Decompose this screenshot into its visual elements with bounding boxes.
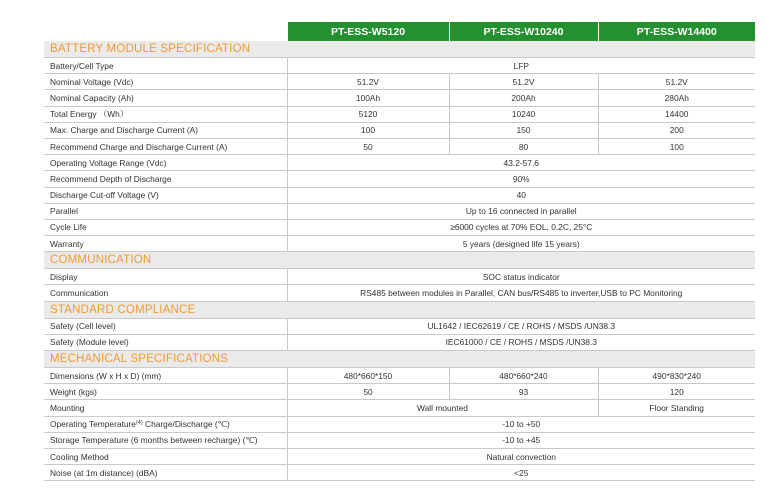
model-header-w10240: PT-ESS-W10240 — [449, 22, 598, 41]
spec-label: Storage Temperature (6 months between recharge) (℃) — [44, 432, 287, 448]
spec-label: Weight (kgs) — [44, 384, 287, 400]
spec-value: 480*660*240 — [449, 368, 598, 384]
spec-value: 100Ah — [287, 90, 449, 106]
spec-label: Communication — [44, 285, 287, 301]
spec-row-voltage — [44, 74, 755, 90]
header-blank-cell — [44, 22, 287, 41]
spec-label: Recommend Depth of Discharge — [44, 171, 287, 187]
spec-value: Up to 16 connected in parallel — [287, 203, 755, 219]
footnote-marker: (4) — [135, 420, 143, 427]
spec-label: Nominal Voltage (Vdc) — [44, 74, 287, 90]
section-battery-row — [44, 41, 755, 58]
spec-value: Floor Standing — [598, 400, 755, 416]
spec-row-op-voltage — [44, 155, 755, 171]
spec-label: Operating Voltage Range (Vdc) — [44, 155, 287, 171]
spec-value: 5120 — [287, 106, 449, 122]
spec-value: 490*830*240 — [598, 368, 755, 384]
spec-label: Discharge Cut-off Voltage (V) — [44, 187, 287, 203]
spec-label: Recommend Charge and Discharge Current (A) — [44, 138, 287, 154]
spec-value: 10240 — [449, 106, 598, 122]
spec-value: Natural convection — [287, 448, 755, 464]
model-header-row — [44, 22, 755, 41]
spec-row-energy — [44, 106, 755, 122]
spec-value: -10 to +50 — [287, 416, 755, 432]
spec-label: Safety (Module level) — [44, 334, 287, 350]
spec-row-weight — [44, 384, 755, 400]
spec-row-noise — [44, 465, 755, 481]
spec-label: Dimensions (W x H x D) (mm) — [44, 368, 287, 384]
spec-label-main: Operating Temperature — [50, 419, 136, 430]
spec-table — [44, 22, 755, 481]
spec-value: 80 — [449, 138, 598, 154]
spec-label: Max. Charge and Discharge Current (A) — [44, 122, 287, 138]
spec-row-mounting — [44, 400, 755, 416]
spec-value: 100 — [287, 122, 449, 138]
spec-value: 5 years (designed life 15 years) — [287, 236, 755, 252]
spec-value: 50 — [287, 138, 449, 154]
spec-label: Noise (at 1m distance) (dBA) — [44, 465, 287, 481]
spec-value: 280Ah — [598, 90, 755, 106]
spec-row-parallel — [44, 203, 755, 219]
section-title-battery: BATTERY MODULE SPECIFICATION — [44, 41, 755, 58]
section-title-compliance: STANDARD COMPLIANCE — [44, 301, 755, 318]
spec-label: Warranty — [44, 236, 287, 252]
spec-value: 90% — [287, 171, 755, 187]
spec-value: <25 — [287, 465, 755, 481]
spec-row-communication — [44, 285, 755, 301]
model-header-w14400: PT-ESS-W14400 — [598, 22, 755, 41]
spec-value: 40 — [287, 187, 755, 203]
spec-row-storage-temp — [44, 432, 755, 448]
spec-row-safety-module — [44, 334, 755, 350]
spec-label: Battery/Cell Type — [44, 58, 287, 74]
spec-value: SOC status indicator — [287, 269, 755, 285]
model-header-w5120: PT-ESS-W5120 — [287, 22, 449, 41]
spec-row-cell-type — [44, 58, 755, 74]
spec-row-max-current — [44, 122, 755, 138]
section-title-communication: COMMUNICATION — [44, 252, 755, 269]
spec-value: RS485 between modules in Parallel, CAN bus/RS485 to inverter,USB to PC Monitoring — [287, 285, 755, 301]
spec-label: Nominal Capacity (Ah) — [44, 90, 287, 106]
spec-value: Wall mounted — [287, 400, 598, 416]
spec-value: IEC61000 / CE / ROHS / MSDS /UN38.3 — [287, 334, 755, 350]
section-mechanical-row — [44, 351, 755, 368]
spec-value: 51.2V — [287, 74, 449, 90]
spec-row-cycle — [44, 219, 755, 235]
spec-row-dod — [44, 171, 755, 187]
spec-label: Display — [44, 269, 287, 285]
spec-row-rec-current — [44, 138, 755, 154]
spec-label: Cooling Method — [44, 448, 287, 464]
spec-row-warranty — [44, 236, 755, 252]
spec-value: 93 — [449, 384, 598, 400]
spec-value: -10 to +45 — [287, 432, 755, 448]
spec-value: UL1642 / IEC62619 / CE / ROHS / MSDS /UN38.3 — [287, 318, 755, 334]
spec-row-dimensions — [44, 368, 755, 384]
spec-label: Cycle Life — [44, 219, 287, 235]
spec-value: 120 — [598, 384, 755, 400]
spec-value: 200Ah — [449, 90, 598, 106]
spec-value: 51.2V — [449, 74, 598, 90]
spec-value: 50 — [287, 384, 449, 400]
spec-value: LFP — [287, 58, 755, 74]
spec-label: Parallel — [44, 203, 287, 219]
spec-label: Safety (Cell level) — [44, 318, 287, 334]
section-communication-row — [44, 252, 755, 269]
spec-label-suffix: Charge/Discharge (℃) — [142, 419, 230, 430]
spec-value: 51.2V — [598, 74, 755, 90]
spec-value: 200 — [598, 122, 755, 138]
spec-row-op-temp — [44, 416, 755, 432]
spec-value: 100 — [598, 138, 755, 154]
spec-row-cutoff — [44, 187, 755, 203]
spec-sheet — [44, 22, 755, 481]
spec-value: 150 — [449, 122, 598, 138]
spec-label: Total Energy （Wh） — [44, 106, 287, 122]
spec-label — [44, 416, 287, 432]
spec-label: Mounting — [44, 400, 287, 416]
spec-value: 43.2-57.6 — [287, 155, 755, 171]
section-compliance-row — [44, 301, 755, 318]
spec-value: ≥6000 cycles at 70% EOL, 0.2C, 25°C — [287, 219, 755, 235]
spec-row-safety-cell — [44, 318, 755, 334]
section-title-mechanical: MECHANICAL SPECIFICATIONS — [44, 351, 755, 368]
spec-value: 480*660*150 — [287, 368, 449, 384]
spec-row-display — [44, 269, 755, 285]
spec-row-capacity — [44, 90, 755, 106]
spec-value: 14400 — [598, 106, 755, 122]
spec-row-cooling — [44, 448, 755, 464]
